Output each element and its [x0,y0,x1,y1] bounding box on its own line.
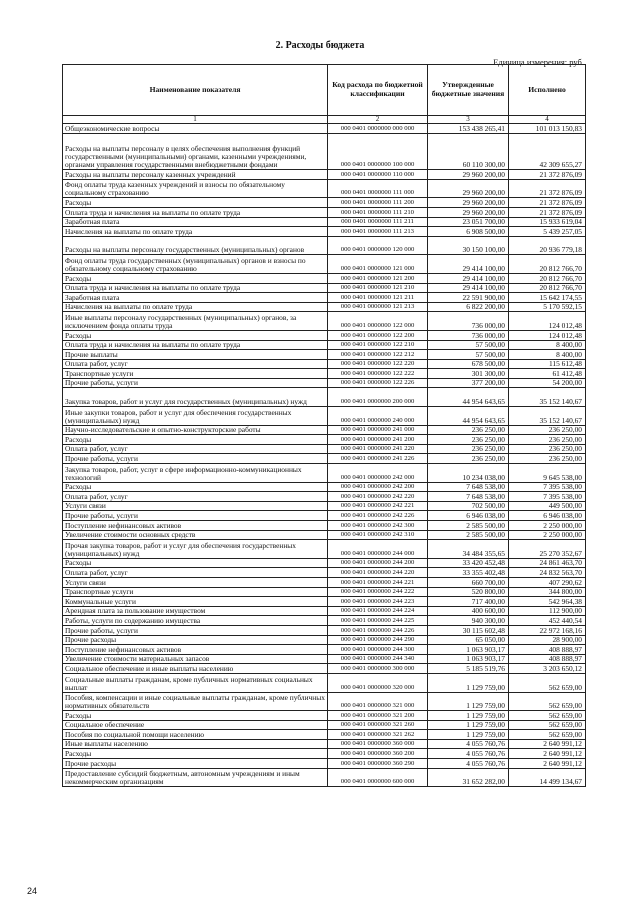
approved-amount: 29 960 200,00 [428,198,509,208]
approved-amount: 736 000,00 [428,312,509,331]
expense-code: 000 0401 0000000 244 220 [328,568,428,578]
approved-amount: 2 585 500,00 [428,530,509,540]
executed-amount: 236 250,00 [509,454,586,464]
executed-amount: 9 645 538,00 [509,464,586,483]
column-number: 4 [509,116,586,124]
expense-code: 000 0401 0000000 111 200 [328,198,428,208]
approved-amount: 7 648 538,00 [428,492,509,502]
expense-item-name: Расходы [63,330,328,340]
executed-amount: 2 640 991,12 [509,759,586,769]
expense-item-name: Расходы на выплаты персоналу в целях обеспечения выполнения функций государственными (муниципальными) органами, казенными учреждениями, органами управления государственными внебюджетными фондами [63,133,328,170]
executed-amount: 21 372 876,09 [509,207,586,217]
expense-code: 000 0401 0000000 241 220 [328,444,428,454]
expense-code: 000 0401 0000000 244 226 [328,625,428,635]
table-row [63,521,586,531]
expense-code: 000 0401 0000000 122 226 [328,378,428,388]
table-row [63,711,586,721]
expense-item-name: Расходы [63,198,328,208]
expense-code: 000 0401 0000000 241 226 [328,454,428,464]
expense-code: 000 0401 0000000 321 000 [328,692,428,711]
expense-item-name: Расходы [63,558,328,568]
approved-amount: 22 591 900,00 [428,293,509,303]
budget-expenses-table [62,64,586,787]
table-row [63,179,586,198]
expense-code: 000 0401 0000000 244 222 [328,587,428,597]
expense-code: 000 0401 0000000 111 213 [328,227,428,237]
approved-amount: 1 063 903,17 [428,654,509,664]
expense-item-name: Иные закупки товаров, работ и услуг для обеспечения государственных (муниципальных) нужд [63,407,328,426]
expense-item-name: Транспортные услуги [63,369,328,379]
executed-amount: 5 170 592,15 [509,302,586,312]
executed-amount: 5 439 257,05 [509,227,586,237]
table-row [63,350,586,360]
table-row [63,482,586,492]
expense-code: 000 0401 0000000 244 290 [328,635,428,645]
executed-amount: 236 250,00 [509,435,586,445]
expense-item-name: Оплата работ, услуг [63,492,328,502]
expense-item-name: Оплата работ, услуг [63,568,328,578]
table-row [63,577,586,587]
approved-amount: 44 954 643,65 [428,407,509,426]
expense-code: 000 0401 0000000 111 000 [328,179,428,198]
executed-amount: 21 372 876,09 [509,179,586,198]
column-number: 3 [428,116,509,124]
table-row [63,558,586,568]
approved-amount: 29 960 200,00 [428,170,509,180]
expense-code: 000 0401 0000000 321 260 [328,720,428,730]
expense-code: 000 0401 0000000 122 222 [328,369,428,379]
expense-item-name: Прочие работы, услуги [63,454,328,464]
table-row [63,597,586,607]
executed-amount: 115 612,48 [509,359,586,369]
table-header [63,65,586,124]
approved-amount: 44 954 643,65 [428,388,509,407]
executed-amount: 452 440,54 [509,616,586,626]
budget-expenses-table-container [62,64,585,787]
executed-amount: 8 400,00 [509,340,586,350]
expense-item-name: Поступление нефинансовых активов [63,645,328,655]
executed-amount: 20 812 766,70 [509,283,586,293]
expense-item-name: Оплата работ, услуг [63,444,328,454]
approved-amount: 31 652 282,00 [428,768,509,787]
expense-code: 000 0401 0000000 110 000 [328,170,428,180]
table-row [63,540,586,559]
approved-amount: 236 250,00 [428,435,509,445]
table-row [63,312,586,331]
approved-amount: 60 110 300,00 [428,133,509,170]
expense-item-name: Работы, услуги по содержанию имущества [63,616,328,626]
executed-amount: 20 812 766,70 [509,273,586,283]
executed-amount: 20 812 766,70 [509,255,586,274]
expense-code: 000 0401 0000000 242 226 [328,511,428,521]
approved-amount: 717 400,00 [428,597,509,607]
approved-amount: 2 585 500,00 [428,521,509,531]
expense-item-name: Расходы [63,711,328,721]
expense-item-name: Арендная плата за пользование имуществом [63,606,328,616]
approved-amount: 1 129 759,00 [428,673,509,692]
approved-amount: 29 414 100,00 [428,255,509,274]
expense-item-name: Поступление нефинансовых активов [63,521,328,531]
executed-amount: 35 152 140,67 [509,407,586,426]
executed-amount: 15 933 619,04 [509,217,586,227]
column-number: 2 [328,116,428,124]
executed-amount: 236 250,00 [509,425,586,435]
approved-amount: 6 822 200,00 [428,302,509,312]
executed-amount: 562 659,00 [509,720,586,730]
executed-amount: 8 400,00 [509,350,586,360]
expense-code: 000 0401 0000000 242 200 [328,482,428,492]
table-row [63,283,586,293]
approved-amount: 4 055 760,76 [428,759,509,769]
table-row [63,730,586,740]
table-row [63,198,586,208]
executed-amount: 24 832 563,70 [509,568,586,578]
approved-amount: 1 129 759,00 [428,720,509,730]
approved-amount: 4 055 760,76 [428,749,509,759]
executed-amount: 407 290,62 [509,577,586,587]
table-row [63,645,586,655]
expense-item-name: Закупка товаров, работ, услуг в сфере информационно-коммуникационных технологий [63,464,328,483]
executed-amount: 112 900,00 [509,606,586,616]
executed-amount: 408 888,97 [509,654,586,664]
executed-amount: 562 659,00 [509,692,586,711]
table-row [63,217,586,227]
executed-amount: 42 309 655,27 [509,133,586,170]
expense-item-name: Иные выплаты персоналу государственных (муниципальных) органов, за исключением фонда оплаты труда [63,312,328,331]
executed-amount: 7 395 538,00 [509,492,586,502]
table-row [63,340,586,350]
table-body [63,124,586,787]
table-row [63,768,586,787]
approved-amount: 4 055 760,76 [428,739,509,749]
table-row [63,388,586,407]
executed-amount: 61 412,48 [509,369,586,379]
executed-amount: 408 888,97 [509,645,586,655]
approved-amount: 377 200,00 [428,378,509,388]
unit-of-measure-note: Единица измерения: руб. [493,57,584,67]
executed-amount: 3 203 650,12 [509,664,586,674]
expense-code: 000 0401 0000000 242 221 [328,501,428,511]
executed-amount: 449 500,00 [509,501,586,511]
executed-amount: 562 659,00 [509,730,586,740]
executed-amount: 14 499 134,67 [509,768,586,787]
table-row [63,625,586,635]
approved-amount: 33 355 402,48 [428,568,509,578]
column-number-row [63,116,586,124]
header-executed: Исполнено [509,65,586,116]
executed-amount: 101 013 150,83 [509,124,586,134]
expense-item-name: Прочая закупка товаров, работ и услуг для обеспечения государственных (муниципальных) нужд [63,540,328,559]
executed-amount: 21 372 876,09 [509,170,586,180]
expense-item-name: Расходы на выплаты персоналу государственных (муниципальных) органов [63,236,328,255]
approved-amount: 7 648 538,00 [428,482,509,492]
approved-amount: 5 185 519,76 [428,664,509,674]
expense-code: 000 0401 0000000 240 000 [328,407,428,426]
approved-amount: 301 300,00 [428,369,509,379]
table-row [63,378,586,388]
executed-amount: 22 972 168,16 [509,625,586,635]
table-row [63,759,586,769]
expense-item-name: Социальное обеспечение и иные выплаты населению [63,664,328,674]
approved-amount: 400 600,00 [428,606,509,616]
expense-item-name: Расходы [63,482,328,492]
expense-code: 000 0401 0000000 360 200 [328,749,428,759]
table-row [63,606,586,616]
table-row [63,359,586,369]
expense-item-name: Заработная плата [63,293,328,303]
table-row [63,720,586,730]
table-row [63,207,586,217]
expense-item-name: Прочие расходы [63,759,328,769]
table-row [63,739,586,749]
expense-item-name: Социальное обеспечение [63,720,328,730]
expense-code: 000 0401 0000000 600 000 [328,768,428,787]
expense-code: 000 0401 0000000 242 000 [328,464,428,483]
executed-amount: 25 270 352,67 [509,540,586,559]
header-indicator-name: Наименование показателя [63,65,328,116]
expense-code: 000 0401 0000000 111 210 [328,207,428,217]
executed-amount: 2 250 000,00 [509,530,586,540]
expense-code: 000 0401 0000000 321 262 [328,730,428,740]
expense-code: 000 0401 0000000 360 000 [328,739,428,749]
approved-amount: 29 960 200,00 [428,207,509,217]
approved-amount: 23 051 700,00 [428,217,509,227]
expense-code: 000 0401 0000000 100 000 [328,133,428,170]
executed-amount: 2 250 000,00 [509,521,586,531]
expense-code: 000 0401 0000000 244 000 [328,540,428,559]
expense-item-name: Оплата труда и начисления на выплаты по оплате труда [63,340,328,350]
table-row [63,124,586,134]
expense-item-name: Иные выплаты населению [63,739,328,749]
header-expense-code: Код расхода по бюджетной классификации [328,65,428,116]
expense-item-name: Увеличение стоимости основных средств [63,530,328,540]
expense-item-name: Увеличение стоимости материальных запасов [63,654,328,664]
approved-amount: 6 908 500,00 [428,227,509,237]
approved-amount: 1 129 759,00 [428,692,509,711]
expense-code: 000 0401 0000000 242 310 [328,530,428,540]
expense-code: 000 0401 0000000 242 220 [328,492,428,502]
approved-amount: 34 484 355,65 [428,540,509,559]
expense-code: 000 0401 0000000 244 221 [328,577,428,587]
expense-item-name: Предоставление субсидий бюджетным, автономным учреждениям и иным некоммерческим организациям [63,768,328,787]
expense-item-name: Закупка товаров, работ и услуг для государственных (муниципальных) нужд [63,388,328,407]
table-row [63,749,586,759]
approved-amount: 29 960 200,00 [428,179,509,198]
approved-amount: 236 250,00 [428,454,509,464]
expense-code: 000 0401 0000000 121 211 [328,293,428,303]
expense-code: 000 0401 0000000 121 213 [328,302,428,312]
table-row [63,501,586,511]
expense-item-name: Услуги связи [63,577,328,587]
table-row [63,170,586,180]
expense-code: 000 0401 0000000 244 224 [328,606,428,616]
expense-code: 000 0401 0000000 122 220 [328,359,428,369]
expense-code: 000 0401 0000000 200 000 [328,388,428,407]
expense-code: 000 0401 0000000 000 000 [328,124,428,134]
executed-amount: 6 946 038,00 [509,511,586,521]
table-row [63,464,586,483]
expense-code: 000 0401 0000000 120 000 [328,236,428,255]
approved-amount: 65 050,00 [428,635,509,645]
expense-item-name: Начисления на выплаты по оплате труда [63,227,328,237]
expense-code: 000 0401 0000000 300 000 [328,664,428,674]
approved-amount: 736 000,00 [428,330,509,340]
expense-item-name: Социальные выплаты гражданам, кроме публичных нормативных социальных выплат [63,673,328,692]
expense-item-name: Услуги связи [63,501,328,511]
expense-code: 000 0401 0000000 360 290 [328,759,428,769]
table-row [63,407,586,426]
column-number: 1 [63,116,328,124]
expense-item-name: Прочие работы, услуги [63,378,328,388]
expense-item-name: Расходы на выплаты персоналу казенных учреждений [63,170,328,180]
expense-code: 000 0401 0000000 241 200 [328,435,428,445]
approved-amount: 940 300,00 [428,616,509,626]
table-row [63,435,586,445]
table-row [63,673,586,692]
expense-item-name: Транспортные услуги [63,587,328,597]
executed-amount: 562 659,00 [509,673,586,692]
table-row [63,635,586,645]
expense-item-name: Оплата труда и начисления на выплаты по оплате труда [63,207,328,217]
expense-code: 000 0401 0000000 244 225 [328,616,428,626]
table-row [63,255,586,274]
executed-amount: 7 395 538,00 [509,482,586,492]
executed-amount: 15 642 174,55 [509,293,586,303]
expense-item-name: Оплата труда и начисления на выплаты по оплате труда [63,283,328,293]
table-row [63,227,586,237]
executed-amount: 562 659,00 [509,711,586,721]
expense-item-name: Научно-исследовательские и опытно-конструкторские работы [63,425,328,435]
table-row [63,293,586,303]
expense-code: 000 0401 0000000 244 223 [328,597,428,607]
executed-amount: 236 250,00 [509,444,586,454]
approved-amount: 236 250,00 [428,425,509,435]
table-row [63,236,586,255]
expense-code: 000 0401 0000000 121 210 [328,283,428,293]
expense-code: 000 0401 0000000 121 000 [328,255,428,274]
expense-item-name: Заработная плата [63,217,328,227]
executed-amount: 54 200,00 [509,378,586,388]
approved-amount: 1 129 759,00 [428,711,509,721]
executed-amount: 28 900,00 [509,635,586,645]
approved-amount: 1 129 759,00 [428,730,509,740]
expense-item-name: Общеэкономические вопросы [63,124,328,134]
table-row [63,654,586,664]
approved-amount: 702 500,00 [428,501,509,511]
table-row [63,568,586,578]
table-row [63,133,586,170]
expense-item-name: Расходы [63,749,328,759]
expense-item-name: Начисления на выплаты по оплате труда [63,302,328,312]
executed-amount: 542 964,38 [509,597,586,607]
expense-item-name: Коммунальные услуги [63,597,328,607]
section-title: 2. Расходы бюджета [275,40,365,51]
table-row [63,664,586,674]
expense-item-name: Прочие выплаты [63,350,328,360]
executed-amount: 2 640 991,12 [509,739,586,749]
table-row [63,369,586,379]
executed-amount: 124 012,48 [509,312,586,331]
table-row [63,302,586,312]
approved-amount: 57 500,00 [428,350,509,360]
approved-amount: 1 063 903,17 [428,645,509,655]
executed-amount: 344 800,00 [509,587,586,597]
header-approved-values: Утвержденные бюджетные значения [428,65,509,116]
expense-code: 000 0401 0000000 244 300 [328,645,428,655]
approved-amount: 57 500,00 [428,340,509,350]
expense-item-name: Прочие работы, услуги [63,511,328,521]
expense-item-name: Фонд оплаты труда казенных учреждений и взносы по обязательному социальному страхованию [63,179,328,198]
expense-code: 000 0401 0000000 111 211 [328,217,428,227]
expense-item-name: Пособия по социальной помощи населению [63,730,328,740]
executed-amount: 24 861 463,70 [509,558,586,568]
executed-amount: 20 936 779,18 [509,236,586,255]
approved-amount: 153 438 265,41 [428,124,509,134]
expense-item-name: Расходы [63,273,328,283]
approved-amount: 29 414 100,00 [428,273,509,283]
approved-amount: 520 800,00 [428,587,509,597]
expense-code: 000 0401 0000000 122 000 [328,312,428,331]
table-row [63,273,586,283]
approved-amount: 660 700,00 [428,577,509,587]
table-row [63,616,586,626]
table-row [63,692,586,711]
expense-code: 000 0401 0000000 122 200 [328,330,428,340]
approved-amount: 6 946 038,00 [428,511,509,521]
page-number: 24 [27,886,38,896]
approved-amount: 236 250,00 [428,444,509,454]
table-row [63,587,586,597]
expense-code: 000 0401 0000000 121 200 [328,273,428,283]
table-row [63,425,586,435]
expense-code: 000 0401 0000000 320 000 [328,673,428,692]
approved-amount: 33 420 452,48 [428,558,509,568]
expense-code: 000 0401 0000000 321 200 [328,711,428,721]
approved-amount: 10 234 038,00 [428,464,509,483]
expense-item-name: Расходы [63,435,328,445]
expense-code: 000 0401 0000000 122 212 [328,350,428,360]
expense-item-name: Прочие работы, услуги [63,625,328,635]
expense-item-name: Пособия, компенсации и иные социальные выплаты гражданам, кроме публичных нормативных обязательств [63,692,328,711]
executed-amount: 35 152 140,67 [509,388,586,407]
table-row [63,530,586,540]
executed-amount: 124 012,48 [509,330,586,340]
table-row [63,454,586,464]
expense-code: 000 0401 0000000 122 210 [328,340,428,350]
approved-amount: 30 150 100,00 [428,236,509,255]
table-row [63,444,586,454]
approved-amount: 30 115 602,48 [428,625,509,635]
expense-code: 000 0401 0000000 241 000 [328,425,428,435]
executed-amount: 2 640 991,12 [509,749,586,759]
expense-item-name: Фонд оплаты труда государственных (муниципальных) органов и взносы по обязательному социальному страхованию [63,255,328,274]
table-row [63,492,586,502]
expense-code: 000 0401 0000000 244 200 [328,558,428,568]
approved-amount: 678 500,00 [428,359,509,369]
expense-code: 000 0401 0000000 242 300 [328,521,428,531]
table-row [63,511,586,521]
table-row [63,330,586,340]
executed-amount: 21 372 876,09 [509,198,586,208]
approved-amount: 29 414 100,00 [428,283,509,293]
expense-code: 000 0401 0000000 244 340 [328,654,428,664]
expense-item-name: Прочие расходы [63,635,328,645]
expense-item-name: Оплата работ, услуг [63,359,328,369]
